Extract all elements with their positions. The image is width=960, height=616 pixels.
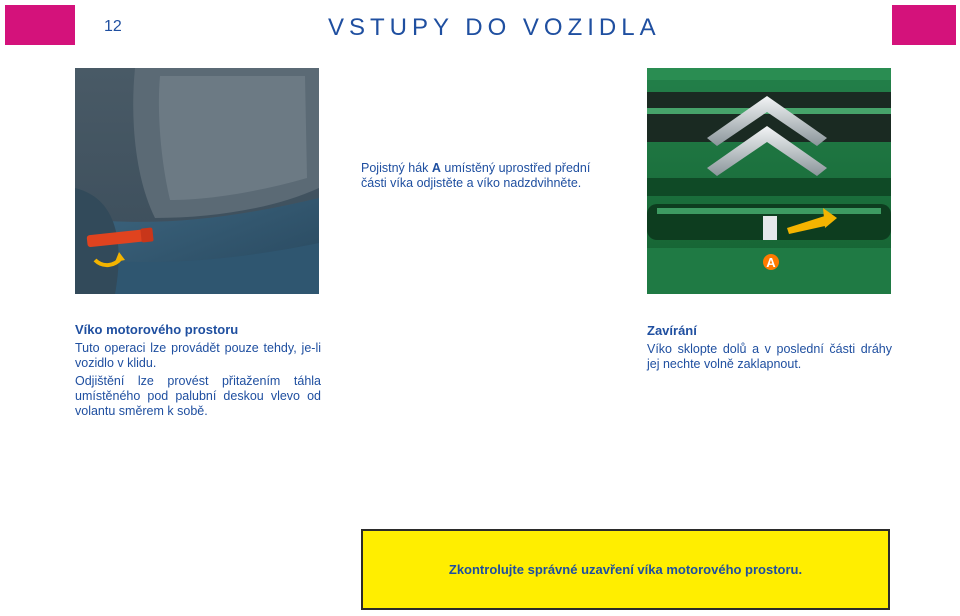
header-tab-right	[892, 5, 956, 45]
page-title: VSTUPY DO VOZIDLA	[328, 14, 661, 41]
caption-suffix: umístěný uprostřed přední části víka odjistěte a víko nadzdvihněte.	[361, 161, 591, 190]
hood-paragraph-2: Odjištění lze provést přitažením táhla umístěného pod palubní deskou vlevo od volantu směrem k sobě.	[75, 374, 321, 418]
caption	[361, 161, 615, 191]
closing-paragraph: Víko sklopte dolů a v poslední části dráhy jej nechte volně zaklapnout.	[647, 342, 892, 371]
marker-a: A	[763, 254, 779, 270]
caption-label: A	[431, 161, 441, 175]
page-number: 12	[104, 18, 122, 35]
warning-notice-text: Zkontrolujte správné uzavření víka motorového prostoru.	[448, 562, 803, 577]
dashboard-release-lever-image	[75, 68, 319, 294]
hood-paragraph-1: Tuto operaci lze provádět pouze tehdy, je-li vozidlo v klidu.	[75, 341, 321, 370]
header-tab-left	[5, 5, 75, 45]
section-heading-closing: Zavírání	[647, 323, 697, 338]
grille-safety-hook-image	[647, 68, 891, 294]
caption-prefix: Pojistný hák	[361, 161, 432, 175]
warning-notice-box	[361, 529, 890, 610]
section-heading-hood: Víko motorového prostoru	[75, 322, 239, 337]
